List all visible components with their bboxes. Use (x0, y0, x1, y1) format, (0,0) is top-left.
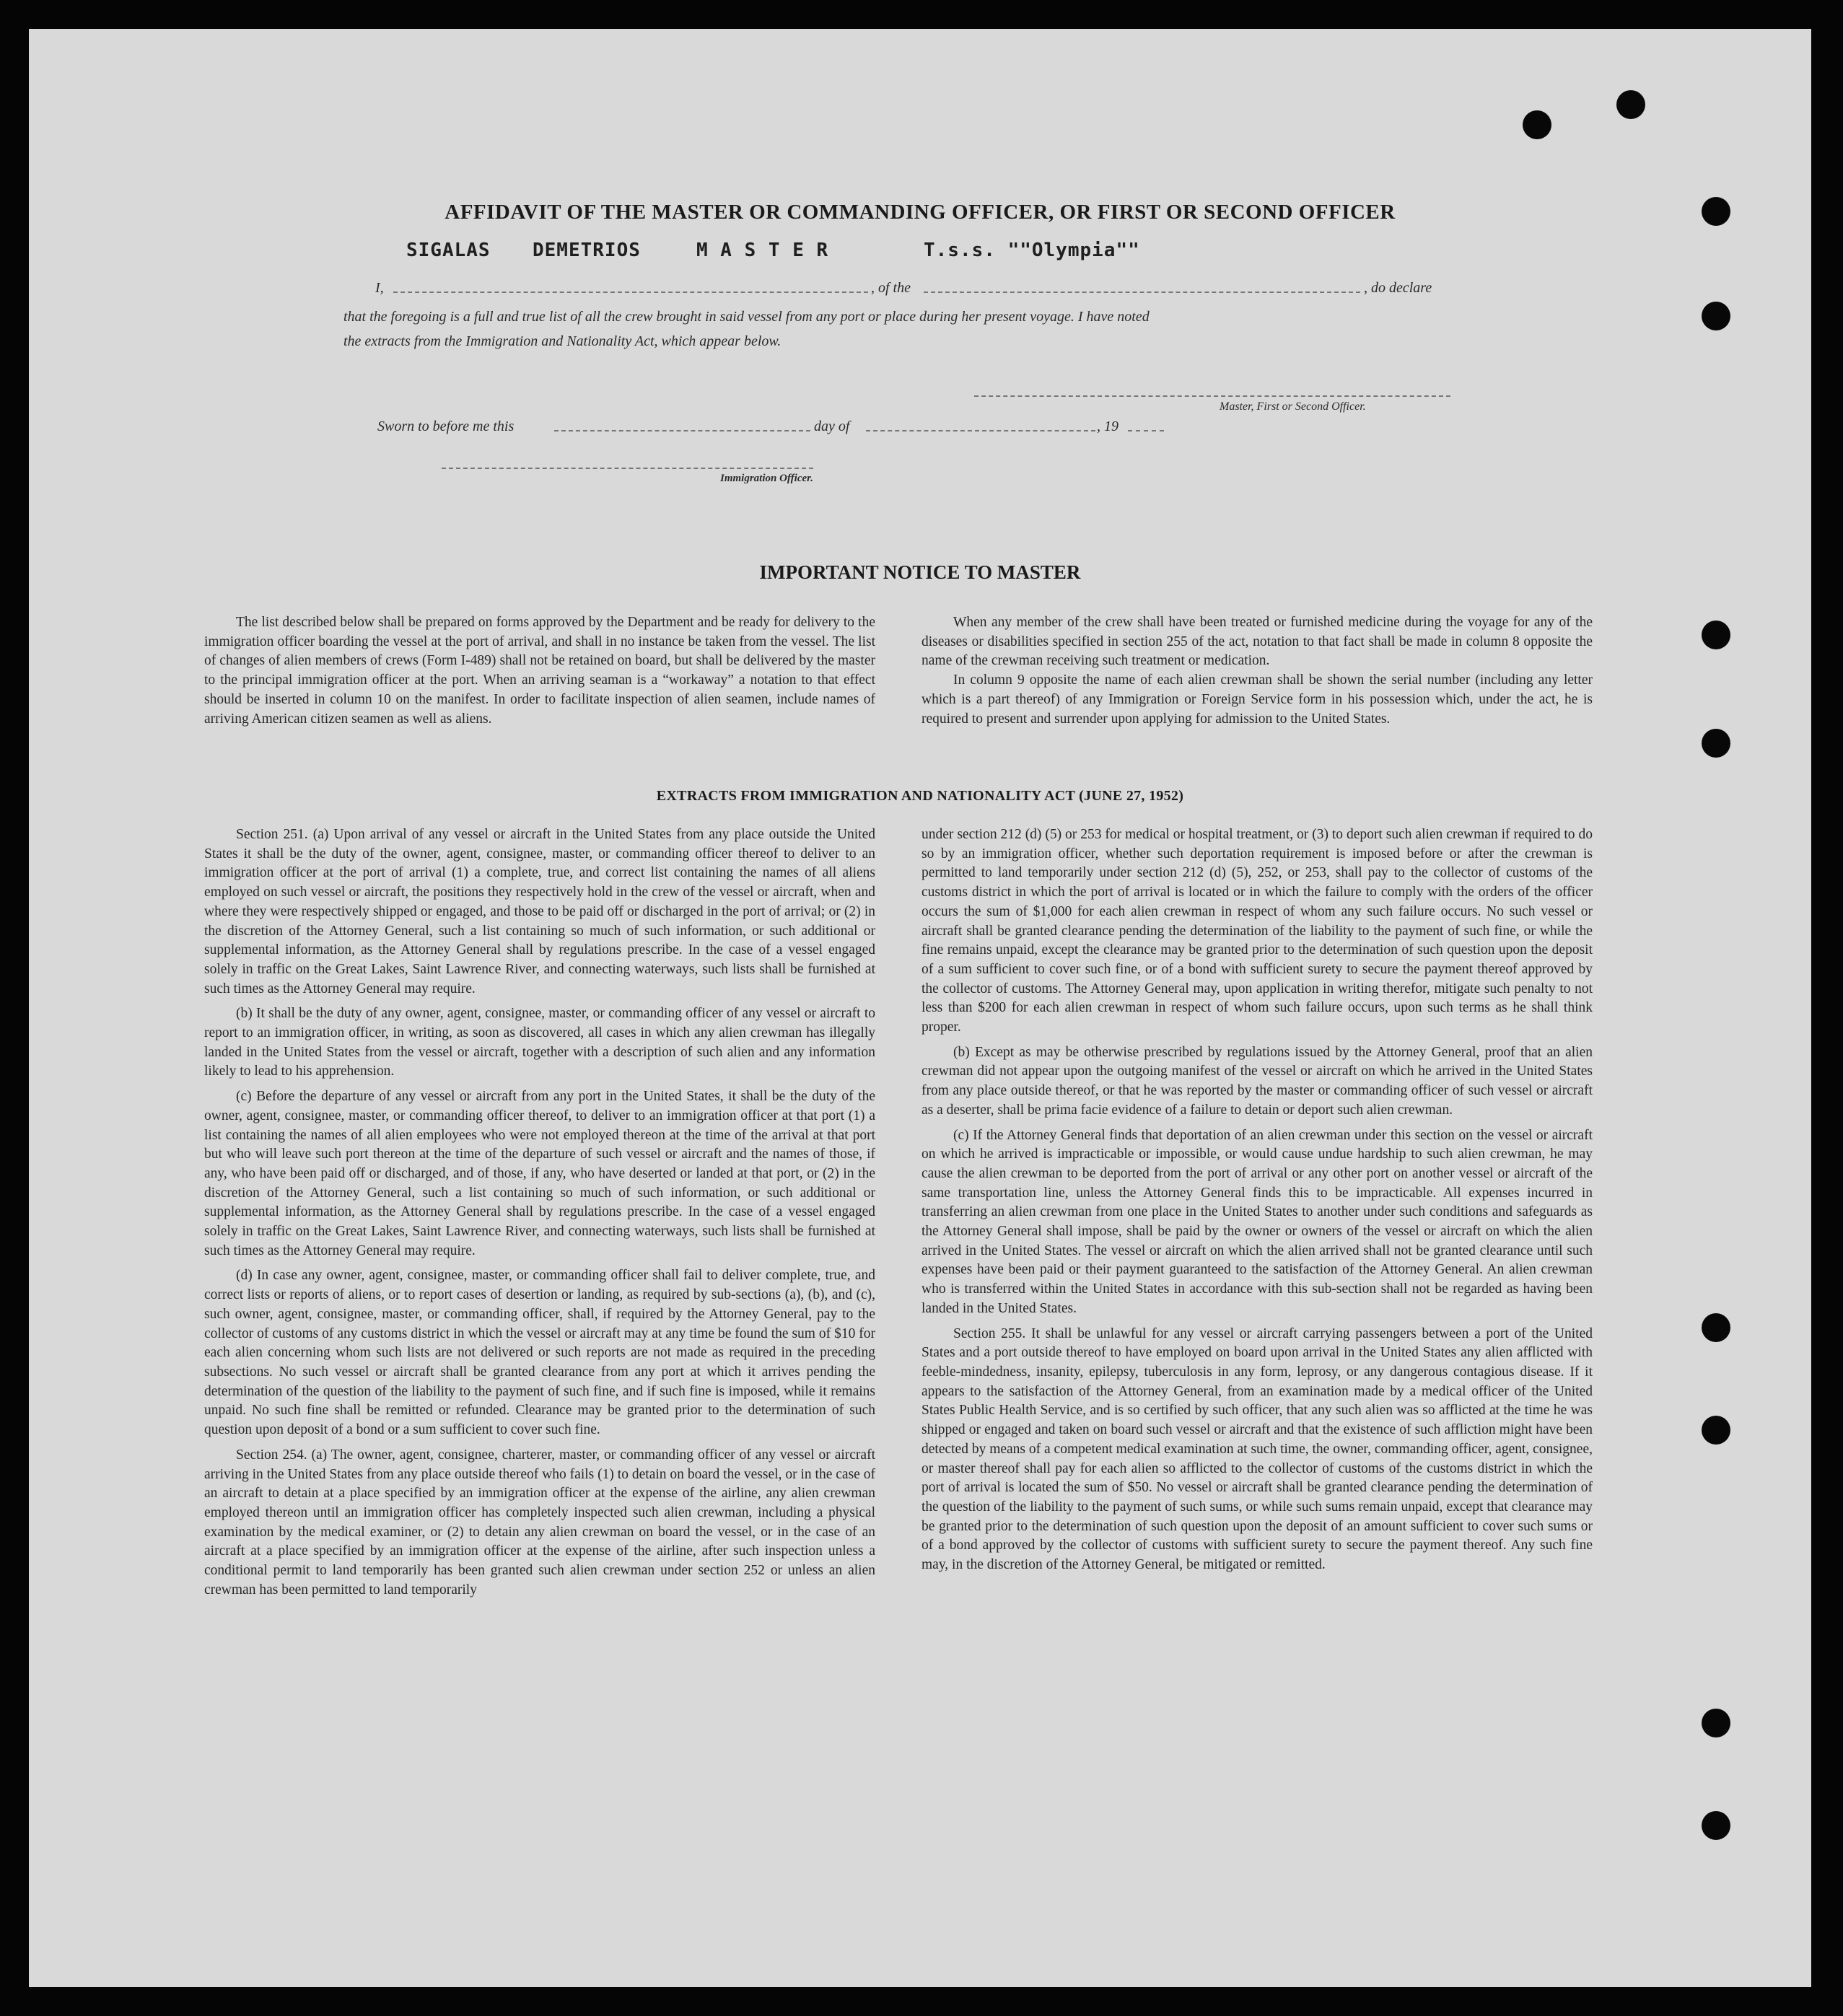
section-254a-continued: under section 212 (d) (5) or 253 for medical or hospital treatment, or (3) to deport such alien crewman if required to do so by an immigration officer, whether such deportation requirement is imposed before or after the crewman is permitted to land temporarily under section 212 (d) (5), 252, or 253, shall pay to the collector of customs of the customs district in which the port of arrival is located or in which the failure to comply with the orders of the officer occurs the sum of $1,000 for each alien crewman in respect of whom any such failure occurs. No such vessel or aircraft shall be granted clearance pending the determination of the liability to the payment of such fine, or while the fine remains unpaid, except the clearance may be granted prior to the determination of such question upon the deposit of a sum sufficient to cover such fine, or of a bond with sufficient surety to secure the payment thereof approved by the collector of customs. The Attorney General may, upon application in writing therefor, mitigate such penalty to not less than $200 for each alien crewman in respect of whom such failure occurs, upon such terms as he shall think proper. (922, 827, 1593, 1035)
notice-left-column (204, 613, 875, 729)
notice-paragraph: When any member of the crew shall have been treated or furnished medicine during the voyage for any of the diseases or disabilities specified in section 255 of the act, notation to that fact shall be made in column 8 opposite the name of the crewman receiving such treatment or medication. (922, 615, 1593, 669)
extracts-right-column (922, 825, 1593, 1575)
immigration-officer-line (442, 468, 813, 469)
section-254b: (b) Except as may be otherwise prescribed by regulations issued by the Attorney General, proof that an alien crewman did not appear upon the outgoing manifest of the vessel or aircraft on which he arrived in the United States from any place outside thereof, or that he was reported by the master or commanding officer of such vessel or aircraft as a deserter, shall be prima facie evidence of a failure to detain or deport such alien crewman. (922, 1044, 1593, 1118)
notice-paragraph: The list described below shall be prepared on forms approved by the Department and be ready for delivery to the immigration officer boarding the vessel at the port of arrival, and shall in no instance be taken from the vessel. The list of changes of alien members of crews (Form I-489) shall not be retained on board, but shall be delivered by the master to the principal immigration officer at the port. When an arriving seaman is a “workaway” a notation to that effect should be inserted in column 10 on the manifest. In order to facilitate inspection of alien seamen, include names of arriving American citizen seamen as well as aliens. (204, 615, 875, 727)
section-254c: (c) If the Attorney General finds that deportation of an alien crewman under this section on the vessel or aircraft on which he arrived is impracticable or impossible, or would cause undue hardship to such alien crewman, he may cause the alien crewman to be deported from the port of arrival or any other port on another vessel or aircraft of the same transportation line, unless the Attorney General finds this to be impracticable. All expenses incurred in transferring an alien crewman from one place in the United States to another under such conditions and safeguards as the Attorney General shall impose, shall be paid by the owner or owners of the vessel or aircraft on which the alien arrived in the United States. The vessel or aircraft on which the alien arrived shall not be granted clearance until such expenses have been paid or their payment guaranteed to the satisfaction of the Attorney General. An alien crewman who is transferred within the United States in accordance with this sub-section shall not be regarded as having been landed in the United States. (922, 1127, 1593, 1316)
notice-title: IMPORTANT NOTICE TO MASTER (759, 561, 1081, 583)
typed-rank: M A S T E R (696, 240, 829, 261)
section-251c: (c) Before the departure of any vessel or aircraft from any port in the United States, it shall be the duty of the owner, agent, consignee, master, or commanding officer thereof, to deliver to an immigration officer at that port (1) a list containing the names of all alien employees who were not employed thereon at the time of the arrival at that port but who will leave such port thereon at the time of the departure of such vessel or aircraft and the names of those, if any, who have been paid off or discharged, and of those, if any, who have deserted or landed at that port, or (2) in the discretion of the Attorney General, such a list containing so much of such information, or such additional or supplemental information, as the Attorney General shall by regulations prescribe. In the case of a vessel engaged solely in traffic on the Great Lakes, Saint Lawrence River, and connecting waterways, such lists shall be furnished at such times as the Attorney General may require. (204, 1089, 875, 1258)
section-251b: (b) It shall be the duty of any owner, agent, consignee, master, or commanding officer of any vessel or aircraft to report to an immigration officer, in writing, as soon as discovered, all cases in which any alien crewman has illegally landed in the United States from the vessel or aircraft, together with a description of such alien and any information likely to lead to his apprehension. (204, 1006, 875, 1079)
typed-surname: SIGALAS (406, 240, 491, 261)
signature-line (974, 395, 1450, 397)
punch-hole (1702, 1313, 1730, 1342)
vessel-line (924, 292, 1360, 293)
notice-right-column (922, 613, 1593, 729)
punch-hole (1702, 729, 1730, 758)
section-255: Section 255. It shall be unlawful for any vessel or aircraft carrying passengers between a port of the United States and a port outside thereof to have employed on board upon arrival in the United States any alien afflicted with feeble-mindedness, insanity, epilepsy, tuberculosis in any form, leprosy, or any dangerous contagious disease. If it appears to the satisfaction of the Attorney General, from an examination made by a medical officer of the United States Public Health Service, and is so certified by such officer, that any such alien was so afflicted at the time he was shipped or engaged and taken on board such vessel or aircraft and that the existence of such affliction might have been detected by means of a competent medical examination at such time, the owner, commanding officer, agent, consignee, or master thereof shall pay for each alien so afflicted to the collector of customs of the customs district in which the port of arrival is located the sum of $50. No vessel or aircraft shall be granted clearance pending the determination of the question of the liability to the payment of such sums, or while such sums remain unpaid, except that clearance may be granted prior to the determination of such question upon the deposit of an amount sufficient to cover such sums or of a bond approved by the collector of customs with sufficient surety to secure the payment thereof. Any such fine may, in the discretion of the Attorney General, be mitigated or remitted. (922, 1325, 1593, 1573)
immigration-officer-label: Immigration Officer. (720, 473, 813, 484)
affidavit-title: AFFIDAVIT OF THE MASTER OR COMMANDING OFFICER, OR FIRST OR SECOND OFFICER (445, 201, 1396, 224)
punch-hole (1616, 90, 1645, 119)
day-of-label: day of (814, 418, 850, 434)
sworn-date-line (554, 430, 810, 431)
do-declare-label: , do declare (1364, 280, 1432, 296)
year-line (1128, 430, 1164, 431)
of-the-label: , of the (871, 280, 911, 296)
punch-hole (1702, 302, 1730, 330)
name-line (393, 292, 868, 293)
section-251a: Section 251. (a) Upon arrival of any vessel or aircraft in the United States from any place outside the United States it shall be the duty of the owner, agent, consignee, master, or commanding officer thereof to deliver to an immigration officer at the port of arrival (1) a complete, true, and correct list containing the names of all aliens employed on such vessel or aircraft, the positions they respectively hold in the crew of the vessel or aircraft, when and where they were respectively shipped or engaged, and those to be paid off or discharged in the port of arrival; or (2) in the discretion of the Attorney General, such a list containing so much of such information, or such additional or supplemental information, as the Attorney General shall by regulations prescribe. In the case of a vessel engaged solely in traffic on the Great Lakes, Saint Lawrence River, and connecting waterways, such lists shall be furnished at such times as the Attorney General may require. (204, 827, 875, 996)
year-label: , 19 (1097, 418, 1119, 434)
typed-vessel-name: T.s.s. ""Olympia"" (924, 240, 1140, 261)
signature-label: Master, First or Second Officer. (1220, 400, 1366, 413)
punch-hole (1702, 1811, 1730, 1840)
declaration-i-label: I, (375, 280, 384, 296)
month-line (866, 430, 1095, 431)
section-254a: Section 254. (a) The owner, agent, consignee, charterer, master, or commanding officer of any vessel or aircraft arriving in the United States from any place outside thereof who fails (1) to detain on board the vessel, or in the case of an aircraft to detain at a place specified by an immigration officer at the expense of the airline, any alien crewman employed thereon until an immigration officer has completely inspected such alien crewman, including a physical examination by the medical examiner, or (2) to detain any alien crewman on board the vessel, or in the case of an aircraft at a place specified by an immigration officer at the expense of the airline, after such inspection unless a conditional permit to land temporarily has been granted such alien crewman under section 252 or unless an alien crewman has been permitted to land temporarily (204, 1447, 875, 1598)
section-251d: (d) In case any owner, agent, consignee, master, or commanding officer shall fail to deliver complete, true, and correct lists or reports of aliens, or to report cases of desertion or landing, as required by sub-sections (a), (b), and (c), such owner, agent, consignee, master, or commanding officer, shall, if required by the Attorney General, pay to the collector of customs of any customs district in which the vessel or aircraft may at any time be found the sum of $10 for each alien concerning whom such lists are not delivered or such reports are not made as required in the preceding subsections. No such vessel or aircraft shall be granted clearance from any port at which it arrives pending the determination of the question of the liability to the payment of such fine, and if such fine is imposed, while it remains unpaid. No such fine shall be remitted or refunded. Clearance may be granted prior to the determination of such question upon deposit of a bond or a sum sufficient to cover such fine. (204, 1268, 875, 1438)
sworn-label: Sworn to before me this (377, 418, 515, 434)
punch-hole (1702, 1709, 1730, 1737)
declaration-text-cont: the extracts from the Immigration and Nationality Act, which appear below. (343, 333, 782, 349)
punch-hole (1523, 110, 1551, 139)
punch-hole (1702, 1416, 1730, 1445)
punch-hole (1702, 621, 1730, 649)
extracts-title: EXTRACTS FROM IMMIGRATION AND NATIONALITY ACT (JUNE 27, 1952) (656, 788, 1184, 804)
declaration-text: that the foregoing is a full and true list of all the crew brought in said vessel from any port or place during her present voyage. I have noted (343, 309, 1150, 325)
notice-paragraph: In column 9 opposite the name of each alien crewman shall be shown the serial number (including any letter which is a part thereof) of any Immigration or Foreign Service form in his possession which, under the act, he is required to present and surrender upon applying for admission to the United States. (922, 672, 1593, 727)
extracts-left-column (204, 825, 875, 1600)
typed-given-name: DEMETRIOS (533, 240, 641, 261)
document-page (29, 29, 1811, 1987)
